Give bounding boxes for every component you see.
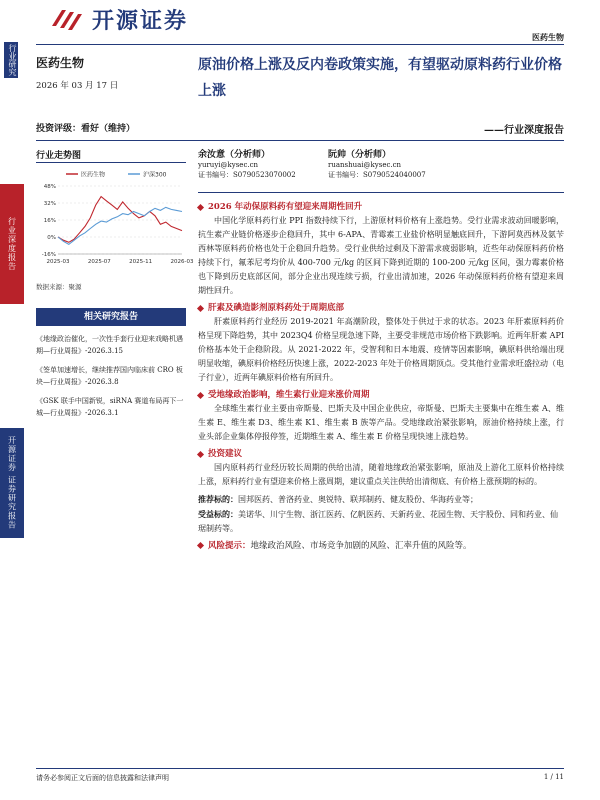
report-date: 2026 年 03 月 17 日 (36, 81, 119, 91)
section-heading: 投资建议 (198, 447, 564, 461)
y-tick-label: 16% (43, 218, 56, 224)
side-strip (0, 34, 22, 800)
diamond-bullet-icon (197, 391, 204, 398)
author-name: 阮帅（分析师） (328, 150, 392, 160)
diamond-bullet-icon (197, 542, 204, 549)
logo-text: 开源证券 (92, 8, 189, 34)
section-paragraph: 中国化学原料药行业 PPI 指数持续下行，上游原材料价格有上涨趋势。受行业需求波动回暖影响，抗生素产业链价格逐步企稳回升，其中 6-APA、青霉素工业盐价格明显触底回升，下游阿莫西林及氨苄西林等原料药价格也处于企稳回升趋势。受行业供给过剩及下游需求疲弱影响，近些年动保原料药价格持续下行，氟苯尼考均价从 400-700 元/kg 的区间下降到近期的 100-200 元/kg 区间，强力霉素价格也下降到历史底部区间，部分企业出现连续亏损，行业出清加速，2026 年动保原料药价格有望迎来周期性回升。 (198, 216, 564, 295)
y-tick-label: 48% (43, 184, 56, 190)
author-card (198, 150, 296, 180)
diamond-bullet-icon (197, 203, 204, 210)
related-reports-list (36, 334, 186, 427)
recommended-stocks: 推荐标的：国邦医药、普洛药业、奥锐特、联邦制药、健友股份、华海药业等； (198, 494, 478, 504)
section-heading: 受地缘政治影响，维生素行业迎来涨价周期 (198, 388, 564, 402)
related-report-item[interactable]: 《地缘政治催化，一次性手套行业迎来戏略机遇期—行业周报》-2026.3.15 (36, 335, 183, 355)
summary-body (198, 200, 564, 553)
y-tick-label: 32% (43, 201, 56, 207)
author-email[interactable]: yuruyi@kysec.cn (198, 161, 259, 169)
author-name: 余汝意（分析师） (198, 150, 271, 160)
trend-divider (36, 162, 186, 163)
y-tick-label: -16% (41, 252, 56, 258)
section (198, 447, 564, 536)
series-line (58, 197, 182, 243)
x-tick-label: 2025-11 (129, 259, 153, 265)
header-divider (36, 44, 564, 45)
x-tick-label: 2025-03 (46, 259, 70, 265)
risk-note: 风险提示：地缘政治风险、市场竞争加剧的风险、汇率升值的风险等。 (198, 539, 564, 553)
x-tick-label: 2026-03 (170, 259, 194, 265)
trend-chart (36, 166, 194, 270)
rating-divider (36, 140, 564, 141)
author-divider (198, 192, 564, 193)
risk-text: 地缘政治风险、市场竞争加剧的风险、汇率升值的风险等。 (250, 541, 472, 551)
legend-label: 医药生物 (81, 171, 106, 179)
author-cert: 证书编号：S0790524040007 (328, 171, 426, 179)
left-meta (36, 54, 186, 91)
section (198, 200, 564, 298)
section-paragraph: 国内原料药行业经历较长周期的供给出清，随着地缘政治紧张影响，原油及上游化工原料价格持续上涨，原料药行业有望迎来价格上涨周期，建议重点关注供给出清彻底、有价格上涨预期的标的。 (198, 463, 564, 486)
sector-name: 医药生物 (36, 56, 85, 70)
related-report-item[interactable]: 《GSK 联手中国新锐，siRNA 赛道布局再下一城—行业周报》-2026.3.1 (36, 397, 184, 417)
company-logo (50, 4, 188, 34)
investment-rating: 投资评级：看好（维持） (36, 124, 136, 134)
logo-mark-icon (50, 6, 86, 32)
author-cert: 证书编号：S0790523070002 (198, 171, 296, 179)
page-number: 1 / 11 (543, 773, 564, 781)
section-heading: 2026 年动保原料药有望迎来周期性回升 (198, 200, 564, 214)
section (198, 388, 564, 444)
related-reports-header: 相关研究报告 (36, 308, 186, 326)
y-tick-label: 0% (47, 235, 56, 241)
related-report-item[interactable]: 《签单加速增长，继续推荐国内临床前 CRO 板块—行业周报》-2026.3.8 (36, 366, 183, 386)
author-email[interactable]: ruanshuai@kysec.cn (328, 161, 402, 169)
x-tick-label: 2025-07 (87, 259, 111, 265)
side-tag-broker: 开源证券 证券研究报告 (0, 428, 24, 538)
section (198, 301, 564, 385)
series-line (58, 207, 182, 244)
report-title: 原油价格上涨及反内卷政策实施，有望驱动原料药行业价格上涨 (198, 57, 562, 99)
section-heading: 肝素及碘造影剂原料药处于周期底部 (198, 301, 564, 315)
author-card (328, 150, 426, 180)
report-type: ——行业深度报告 (484, 125, 564, 136)
side-tag-report-type: 行业深度报告 (0, 184, 24, 304)
beneficiary-stocks: 受益标的：美诺华、川宁生物、浙江医药、亿帆医药、天新药业、花园生物、天宇股份、同和药业、仙琚制药等。 (198, 509, 558, 533)
data-source: 数据来源：聚源 (36, 283, 82, 291)
legend-label: 沪深300 (143, 171, 167, 179)
header-category: 医药生物 (532, 32, 564, 42)
diamond-bullet-icon (197, 450, 204, 457)
side-tag-research: 行业研究 (4, 42, 18, 78)
section-paragraph: 全球维生素行业主要由帝斯曼、巴斯夫及中国企业供应，帝斯曼、巴斯夫主要集中在维生素 A、维生素 E、维生素 D3、维生素 K1、维生素 B 族等产品。受地缘政治紧张影响，原油价格持续上涨，行业头部企业集体停报停签，近期维生素 A、维生素 E 价格呈现快速上涨趋势。 (198, 404, 564, 441)
footer-divider (36, 768, 564, 769)
section-paragraph: 肝素原料药行业经历 2019-2021 年高潮阶段，整体处于供过于求的状态。2023 年肝素原料药价格呈现下降趋势，其中 2023Q4 价格呈现急速下降，主要受非规范市场价格下跌影响。近两年肝素 API 价格基本处于企稳阶段。从 2021-2022 年，受智利和日本地震、疫情等因素影响，碘原料供给端出现明显收缩，碘原料价格经历快速上涨，2022-2023 年处于价格周期顶点。受其他行业需求旺盛拉动（电子行业），近两年碘原料价格有所回升。 (198, 317, 564, 382)
trend-chart-title: 行业走势图 (36, 151, 82, 161)
footer-disclaimer[interactable]: 请务必参阅正文后面的信息披露和法律声明 (36, 774, 169, 782)
diamond-bullet-icon (197, 304, 204, 311)
